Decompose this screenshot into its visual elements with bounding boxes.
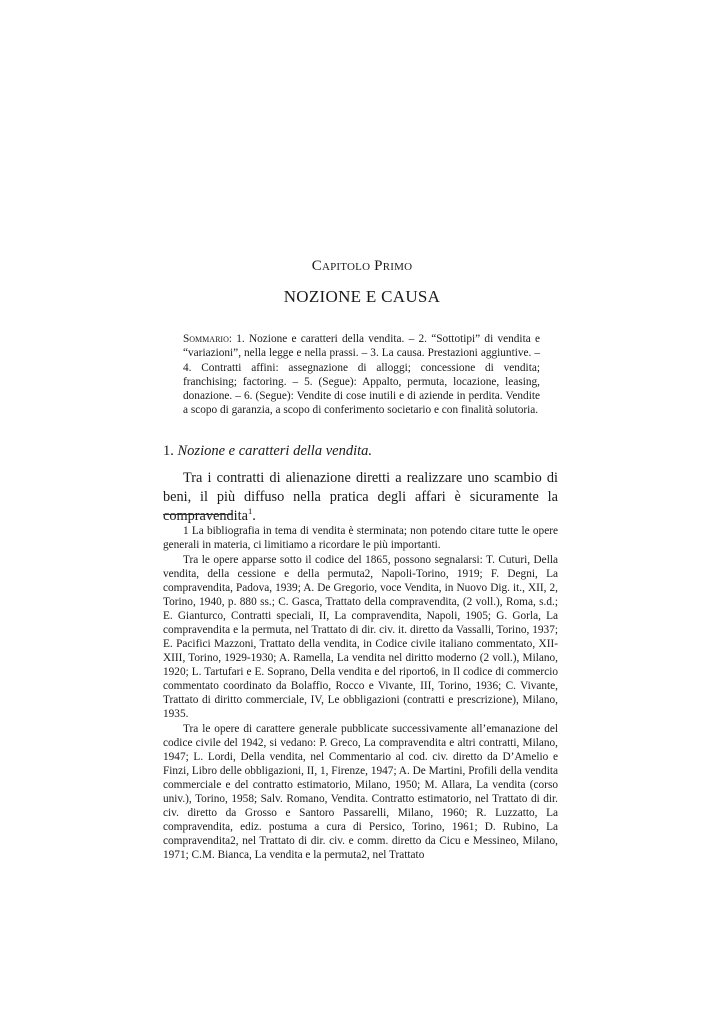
chapter-label: Capitolo Primo	[311, 258, 413, 274]
paragraph-text: Tra i contratti di alienazione diretti a realizzare uno scambio di beni, il più diffuso nella pratica degli affari è sicuramente la compravendita	[163, 470, 558, 524]
section-number: 1.	[163, 443, 174, 459]
paragraph-end: .	[252, 508, 256, 524]
footnote-reference: 1	[247, 506, 253, 517]
footnotes	[163, 524, 558, 863]
summary-label: Sommario	[183, 333, 229, 345]
summary-text: 1. Nozione e caratteri della vendita. – 2. “Sottotipi” di vendita e “variazioni”, nella legge e nella prassi. – 3. La causa. Prestazioni aggiuntive. – 4. Contratti affini: assegnazione di alloggi; concessione di vendita; franchising; factoring. – 5. (Segue): Appalto, permuta, locazione, leasing, donazione. – 6. (Segue): Vendite di cose inutili e di aziende in perdita. Vendite a scopo di garanzia, a scopo di conferimento societario e con finalità solutoria.	[183, 333, 540, 417]
section-title: Nozione e caratteri della vendita.	[177, 443, 373, 459]
chapter-title: NOZIONE E CAUSA	[283, 287, 441, 306]
chapter-summary: Sommario: 1. Nozione e caratteri della vendita. – 2. “Sottotipi” di vendita e “variazioni”, nella legge e nella prassi. – 3. La causa. Prestazioni aggiuntive. – 4. Contratti affini: assegnazione di alloggi; concessione di vendita; franchising; factoring. – 5. (Segue): Appalto, permuta, locazione, leasing, donazione. – 6. (Segue): Vendite di cose inutili e di aziende in perdita. Vendite a scopo di garanzia, a scopo di conferimento societario e con finalità solutoria.	[183, 333, 540, 417]
body-paragraph	[163, 469, 558, 526]
footnote-paragraph: Tra le opere apparse sotto il codice del 1865, possono segnalarsi: T. Cuturi, Della vendita, della cessione e della permuta2, Napoli-Torino, 1919; F. Degni, La compravendita, Padova, 1939; A. De Gregorio, voce Vendita, in Nuovo Dig. it., XII, 2, Torino, 1940, p. 880 ss.; C. Gasca, Trattato della compravendita, (2 voll.), Roma, s.d.; E. Gianturco, Contratti speciali, II, La compravendita, Napoli, 1905; G. Gorla, La compravendita e la permuta, nel Trattato di dir. civ. it. diretto da Vassalli, Torino, 1937; E. Pacifici Mazzoni, Trattato della vendita, in Codice civile italiano commentato, XII-XIII, Torino, 1929-1930; A. Ramella, La vendita nel diritto moderno (2 voll.), Milano, 1920; L. Tartufari e E. Soprano, Della vendita e del riporto6, in Il codice di commercio commentato coordinato da Bolaffio, Rocco e Vivante, III, Torino, 1936; C. Vivante, Trattato di diritto commerciale, IV, Le obbligazioni (contratti e prescrizione), Milano, 1935.	[163, 554, 558, 720]
section-heading	[163, 443, 372, 460]
footnote-divider	[163, 514, 233, 515]
footnote-paragraph: 1 La bibliografia in tema di vendita è sterminata; non potendo citare tutte le opere generali in materia, ci limitiamo a ricordare le più importanti.	[163, 525, 558, 551]
footnote-paragraph: Tra le opere di carattere generale pubblicate successivamente all’emanazione del codice civile del 1942, si vedano: P. Greco, La compravendita e altri contratti, Milano, 1947; L. Lordi, Della vendita, nel Commentario al cod. civ. diretto da D’Amelio e Finzi, Libro delle obbligazioni, II, 1, Firenze, 1947; A. De Martini, Profili della vendita commerciale e del contratto estimatorio, Milano, 1950; M. Allara, La vendita (corso univ.), Torino, 1958; Salv. Romano, Vendita. Contratto estimatorio, nel Trattato di dir. civ. diretto da Grosso e Santoro Passarelli, Milano, 1960; R. Luzzatto, La compravendita, ediz. postuma a cura di Persico, Torino, 1961; D. Rubino, La compravendita2, nel Trattato di dir. civ. e comm. diretto da Cicu e Messineo, Milano, 1971; C.M. Bianca, La vendita e la permuta2, nel Trattato	[163, 723, 558, 861]
